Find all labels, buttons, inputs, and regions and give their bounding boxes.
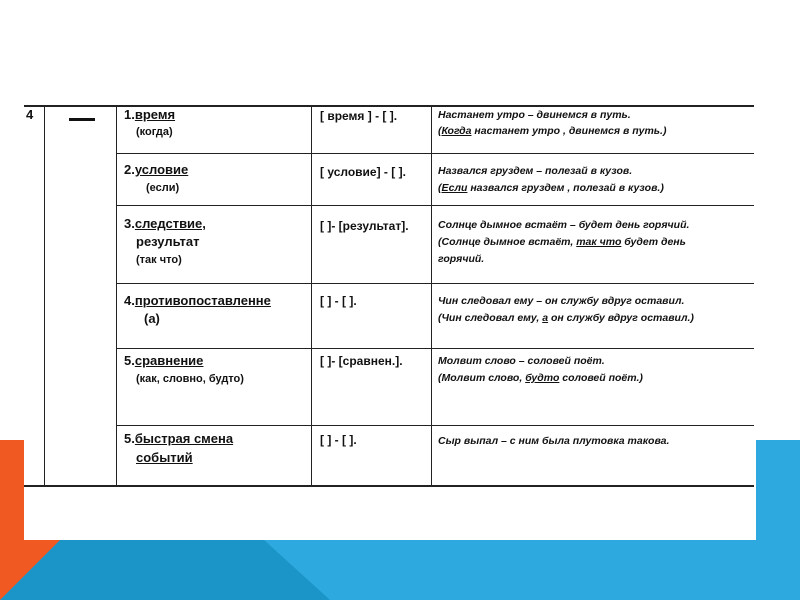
column-divider (311, 105, 312, 487)
row-number: 4 (26, 107, 34, 122)
example-line: горячий. (438, 253, 485, 265)
type-title: 3.следствие, (124, 216, 206, 231)
type-title: 1.время (124, 107, 176, 122)
scheme: [ условие] - [ ]. (320, 165, 406, 179)
example-line: (Солнце дымное встаёт, так что будет день (438, 236, 686, 248)
example-line: Молвит слово – соловей поёт. (438, 355, 605, 367)
row-divider (116, 153, 754, 154)
type-title: 2.условие (124, 162, 189, 177)
example-line: Солнце дымное встаёт – будет день горячий. (438, 219, 690, 231)
example-line: Назвался груздем – полезай в кузов. (438, 165, 633, 177)
column-divider (116, 105, 117, 487)
slide-canvas (24, 0, 756, 540)
row-divider (116, 348, 754, 349)
example-line: (Если назвался груздем , полезай в кузов.) (438, 182, 664, 194)
scheme: [ ] - [ ]. (320, 433, 357, 447)
row-divider (116, 283, 754, 284)
row-divider (116, 425, 754, 426)
type-title: 5.сравнение (124, 353, 204, 368)
column-divider (431, 105, 432, 487)
scheme: [ время ] - [ ]. (320, 109, 398, 123)
scheme: [ ] - [ ]. (320, 294, 357, 308)
example-line: (Молвит слово, будто соловей поёт.) (438, 372, 643, 384)
scheme: [ ]- [сравнен.]. (320, 354, 403, 368)
example-line: (Чин следовал ему, а он службу вдруг оставил.) (438, 312, 694, 324)
example-line: Настанет утро – двинемся в путь. (438, 109, 631, 121)
type-title: 5.быстрая смена (124, 431, 234, 446)
type-conjunction: (если) (146, 182, 180, 194)
type-conjunction: (а) (144, 311, 160, 326)
example-line: Сыр выпал – с ним была плутовка такова. (438, 435, 670, 447)
row-divider (116, 205, 754, 206)
dash-mark (69, 118, 95, 121)
type-title-continued: результат (136, 234, 200, 249)
example-line: Чин следовал ему – он службу вдруг оставил. (438, 295, 685, 307)
type-conjunction: (когда) (136, 126, 173, 138)
example-line: (Когда настанет утро , двинемся в путь.) (438, 125, 667, 137)
column-divider (44, 105, 45, 487)
type-conjunction: (как, словно, будто) (136, 373, 244, 385)
scheme: [ ]- [результат]. (320, 219, 409, 233)
type-conjunction: (так что) (136, 254, 182, 266)
type-title: 4.противопоставленне (124, 293, 271, 308)
scanned-table (24, 95, 756, 495)
table-bottom-border (24, 485, 754, 487)
type-title-continued: событий (136, 450, 193, 465)
